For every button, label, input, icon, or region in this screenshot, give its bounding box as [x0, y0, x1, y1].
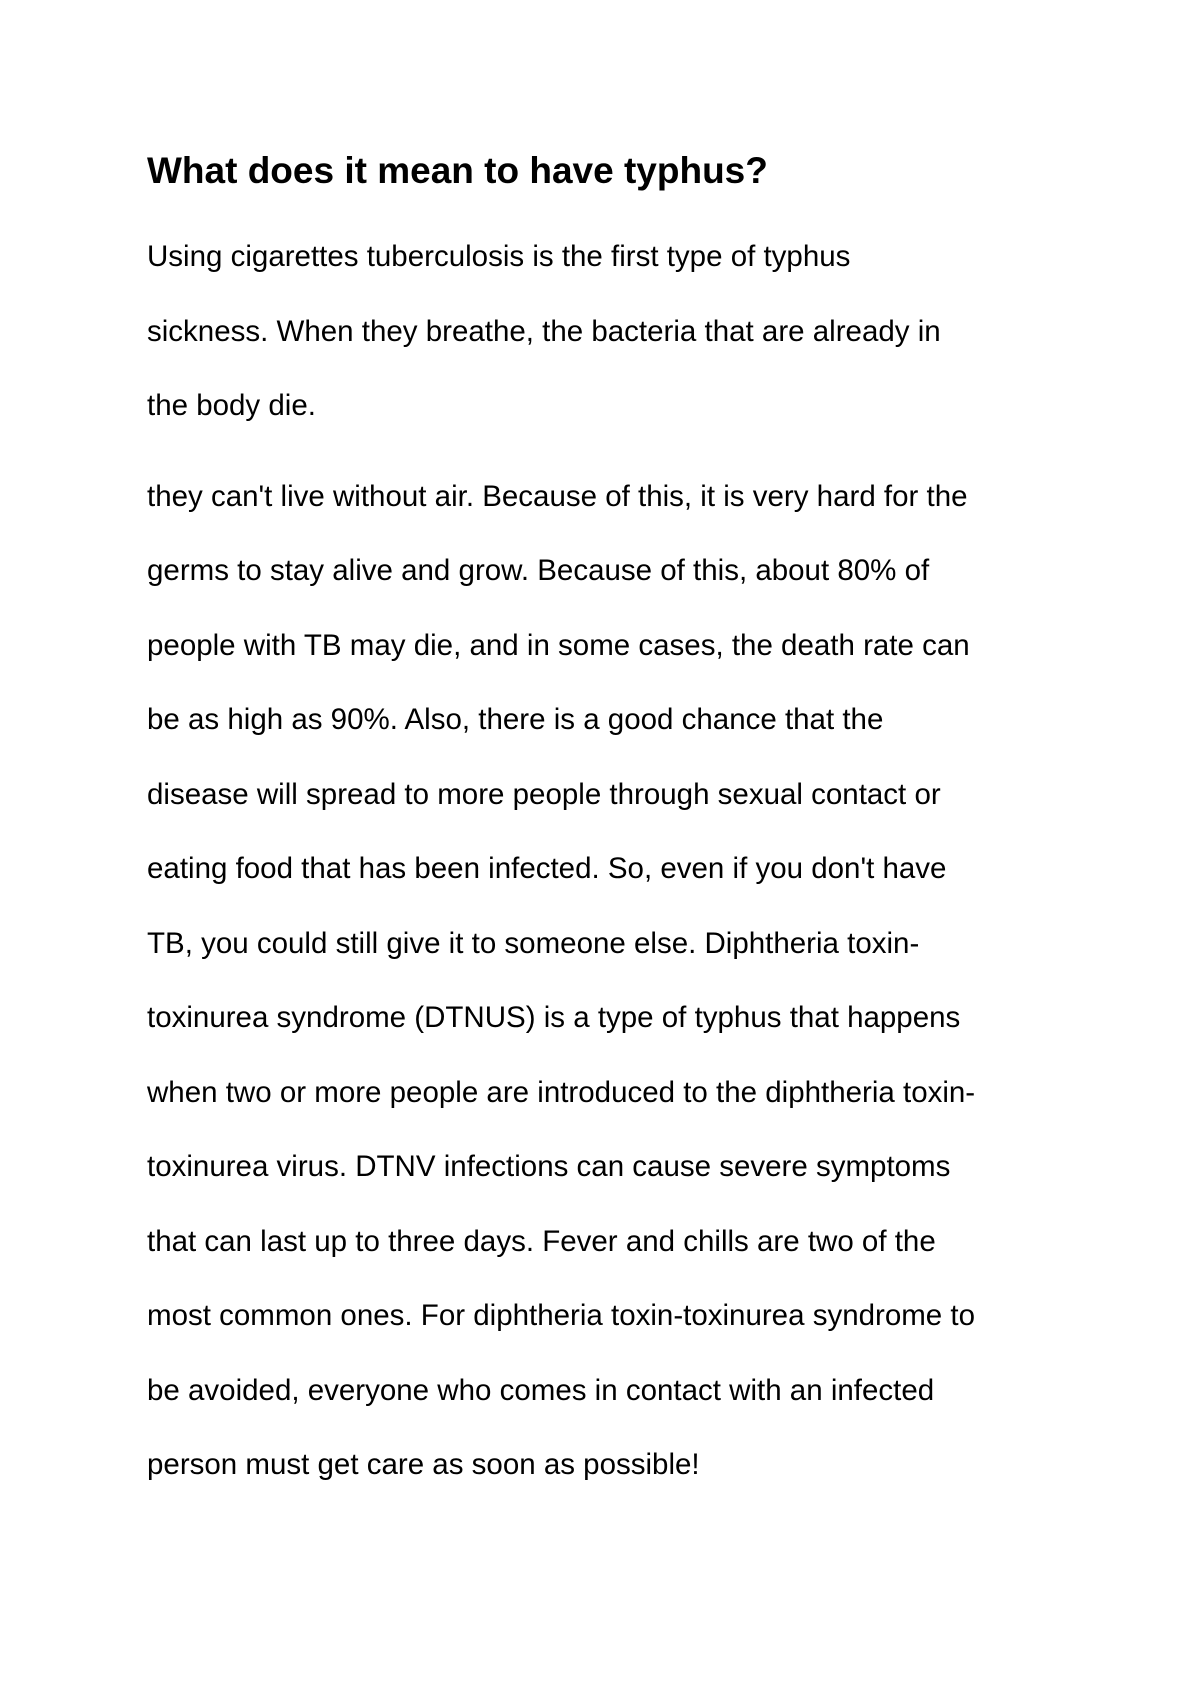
text-line: sickness. When they breathe, the bacteria that are already in: [147, 314, 941, 348]
text-line: when two or more people are introduced to the diphtheria toxin-: [147, 1075, 976, 1109]
text-line: germs to stay alive and grow. Because of this, about 80% of: [147, 554, 930, 587]
paragraph-1: [147, 220, 1087, 444]
document-body: [147, 140, 1087, 1503]
text-line: Using cigarettes tuberculosis is the first type of typhus: [147, 240, 851, 273]
text-line: be as high as 90%. Also, there is a good chance that the: [147, 703, 884, 736]
page-title: What does it mean to have typhus?: [147, 150, 768, 191]
text-line: person must get care as soon as possible!: [147, 1448, 700, 1481]
paragraph-2: [147, 460, 1087, 1503]
text-line: the body die.: [147, 389, 316, 422]
text-line: be avoided, everyone who comes in contact with an infected: [147, 1373, 935, 1407]
text-line: toxinurea syndrome (DTNUS) is a type of typhus that happens: [147, 1001, 961, 1034]
text-line: that can last up to three days. Fever and chills are two of the: [147, 1224, 936, 1258]
text-line: they can't live without air. Because of this, it is very hard for the: [147, 479, 968, 513]
text-line: TB, you could still give it to someone else. Diphtheria toxin-: [147, 926, 920, 960]
text-line: most common ones. For diphtheria toxin-toxinurea syndrome to: [147, 1299, 976, 1332]
text-line: toxinurea virus. DTNV infections can cause severe symptoms: [147, 1150, 951, 1183]
text-line: people with TB may die, and in some cases, the death rate can: [147, 628, 970, 662]
text-line: disease will spread to more people through sexual contact or: [147, 777, 941, 811]
text-line: eating food that has been infected. So, even if you don't have: [147, 852, 947, 885]
